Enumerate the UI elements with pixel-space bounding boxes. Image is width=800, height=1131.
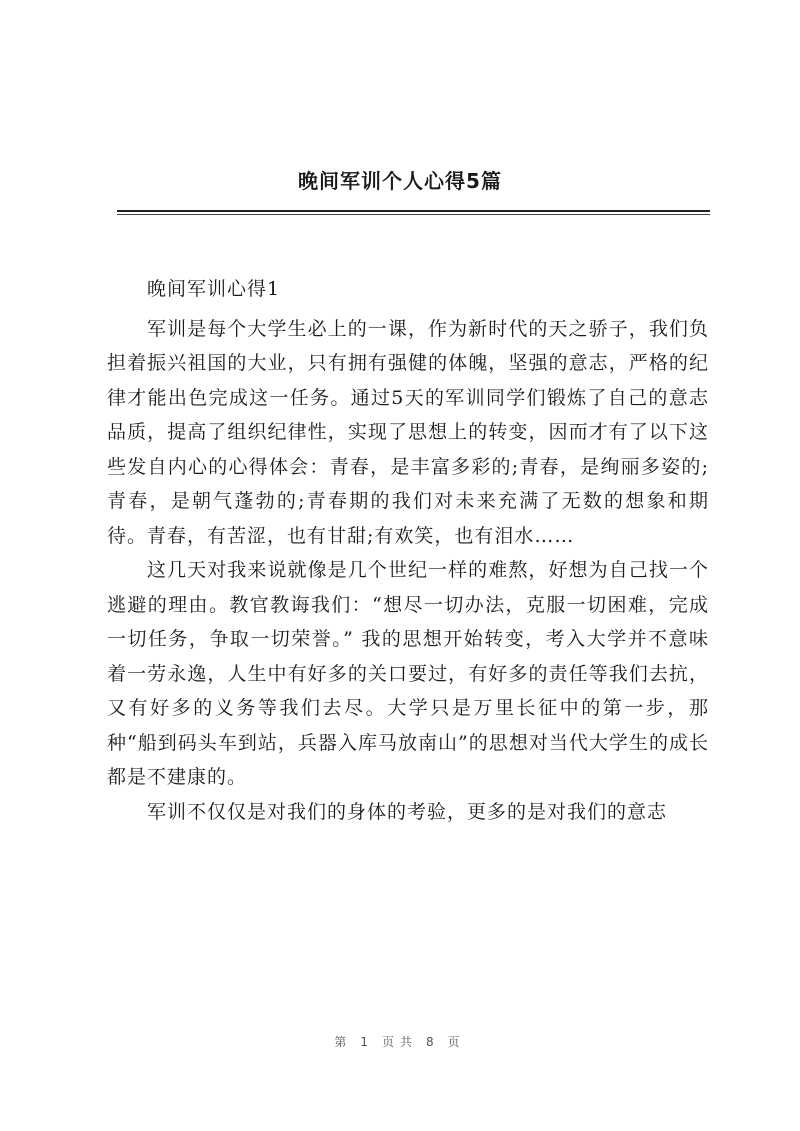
page-title: 晚间军训个人心得5篇 (298, 169, 502, 193)
title-divider-thin (117, 214, 710, 215)
footer-middle: 页共 (381, 1035, 418, 1049)
footer-suffix: 页 (447, 1035, 466, 1049)
document-body (107, 272, 709, 829)
footer-prefix: 第 (334, 1035, 353, 1049)
title-divider (117, 210, 710, 212)
paragraph: 军训是每个大学生必上的一课，作为新时代的天之骄子，我们负担着振兴祖国的大业，只有拥有强健的体魄，坚强的意志，严格的纪律才能出色完成这一任务。通过5天的军训同学们锻炼了自己的意志品质，提高了组织纪律性，实现了思想上的转变，因而才有了以下这些发自内心的心得体会：青春，是丰富多彩的;青春，是绚丽多姿的;青春，是朝气蓬勃的;青春期的我们对未来充满了无数的想象和期待。青春，有苦涩，也有甘甜;有欢笑，也有泪水…… (107, 317, 709, 547)
section-heading: 晚间军训心得1 (147, 278, 281, 300)
paragraph: 军训不仅仅是对我们的身体的考验，更多的是对我们的意志 (147, 800, 668, 823)
page-footer (0, 1033, 800, 1050)
paragraph: 这几天对我来说就像是几个世纪一样的难熬，好想为自己找一个逃避的理由。教官教诲我们：“想尽一切办法，克服一切困难，完成一切任务，争取一切荣誉。” 我的思想开始转变，考入大学并不意味着一劳永逸，人生中有好多的关口要过，有好多的责任等我们去抗，又有好多的义务等我们去尽。大学只是万里长征中的第一步，那种“船到码头车到站，兵器入库马放南山”的思想对当代大学生的成长都是不建康的。 (107, 559, 709, 788)
footer-total-pages: 8 (426, 1035, 440, 1049)
footer-current-page: 1 (360, 1035, 374, 1049)
